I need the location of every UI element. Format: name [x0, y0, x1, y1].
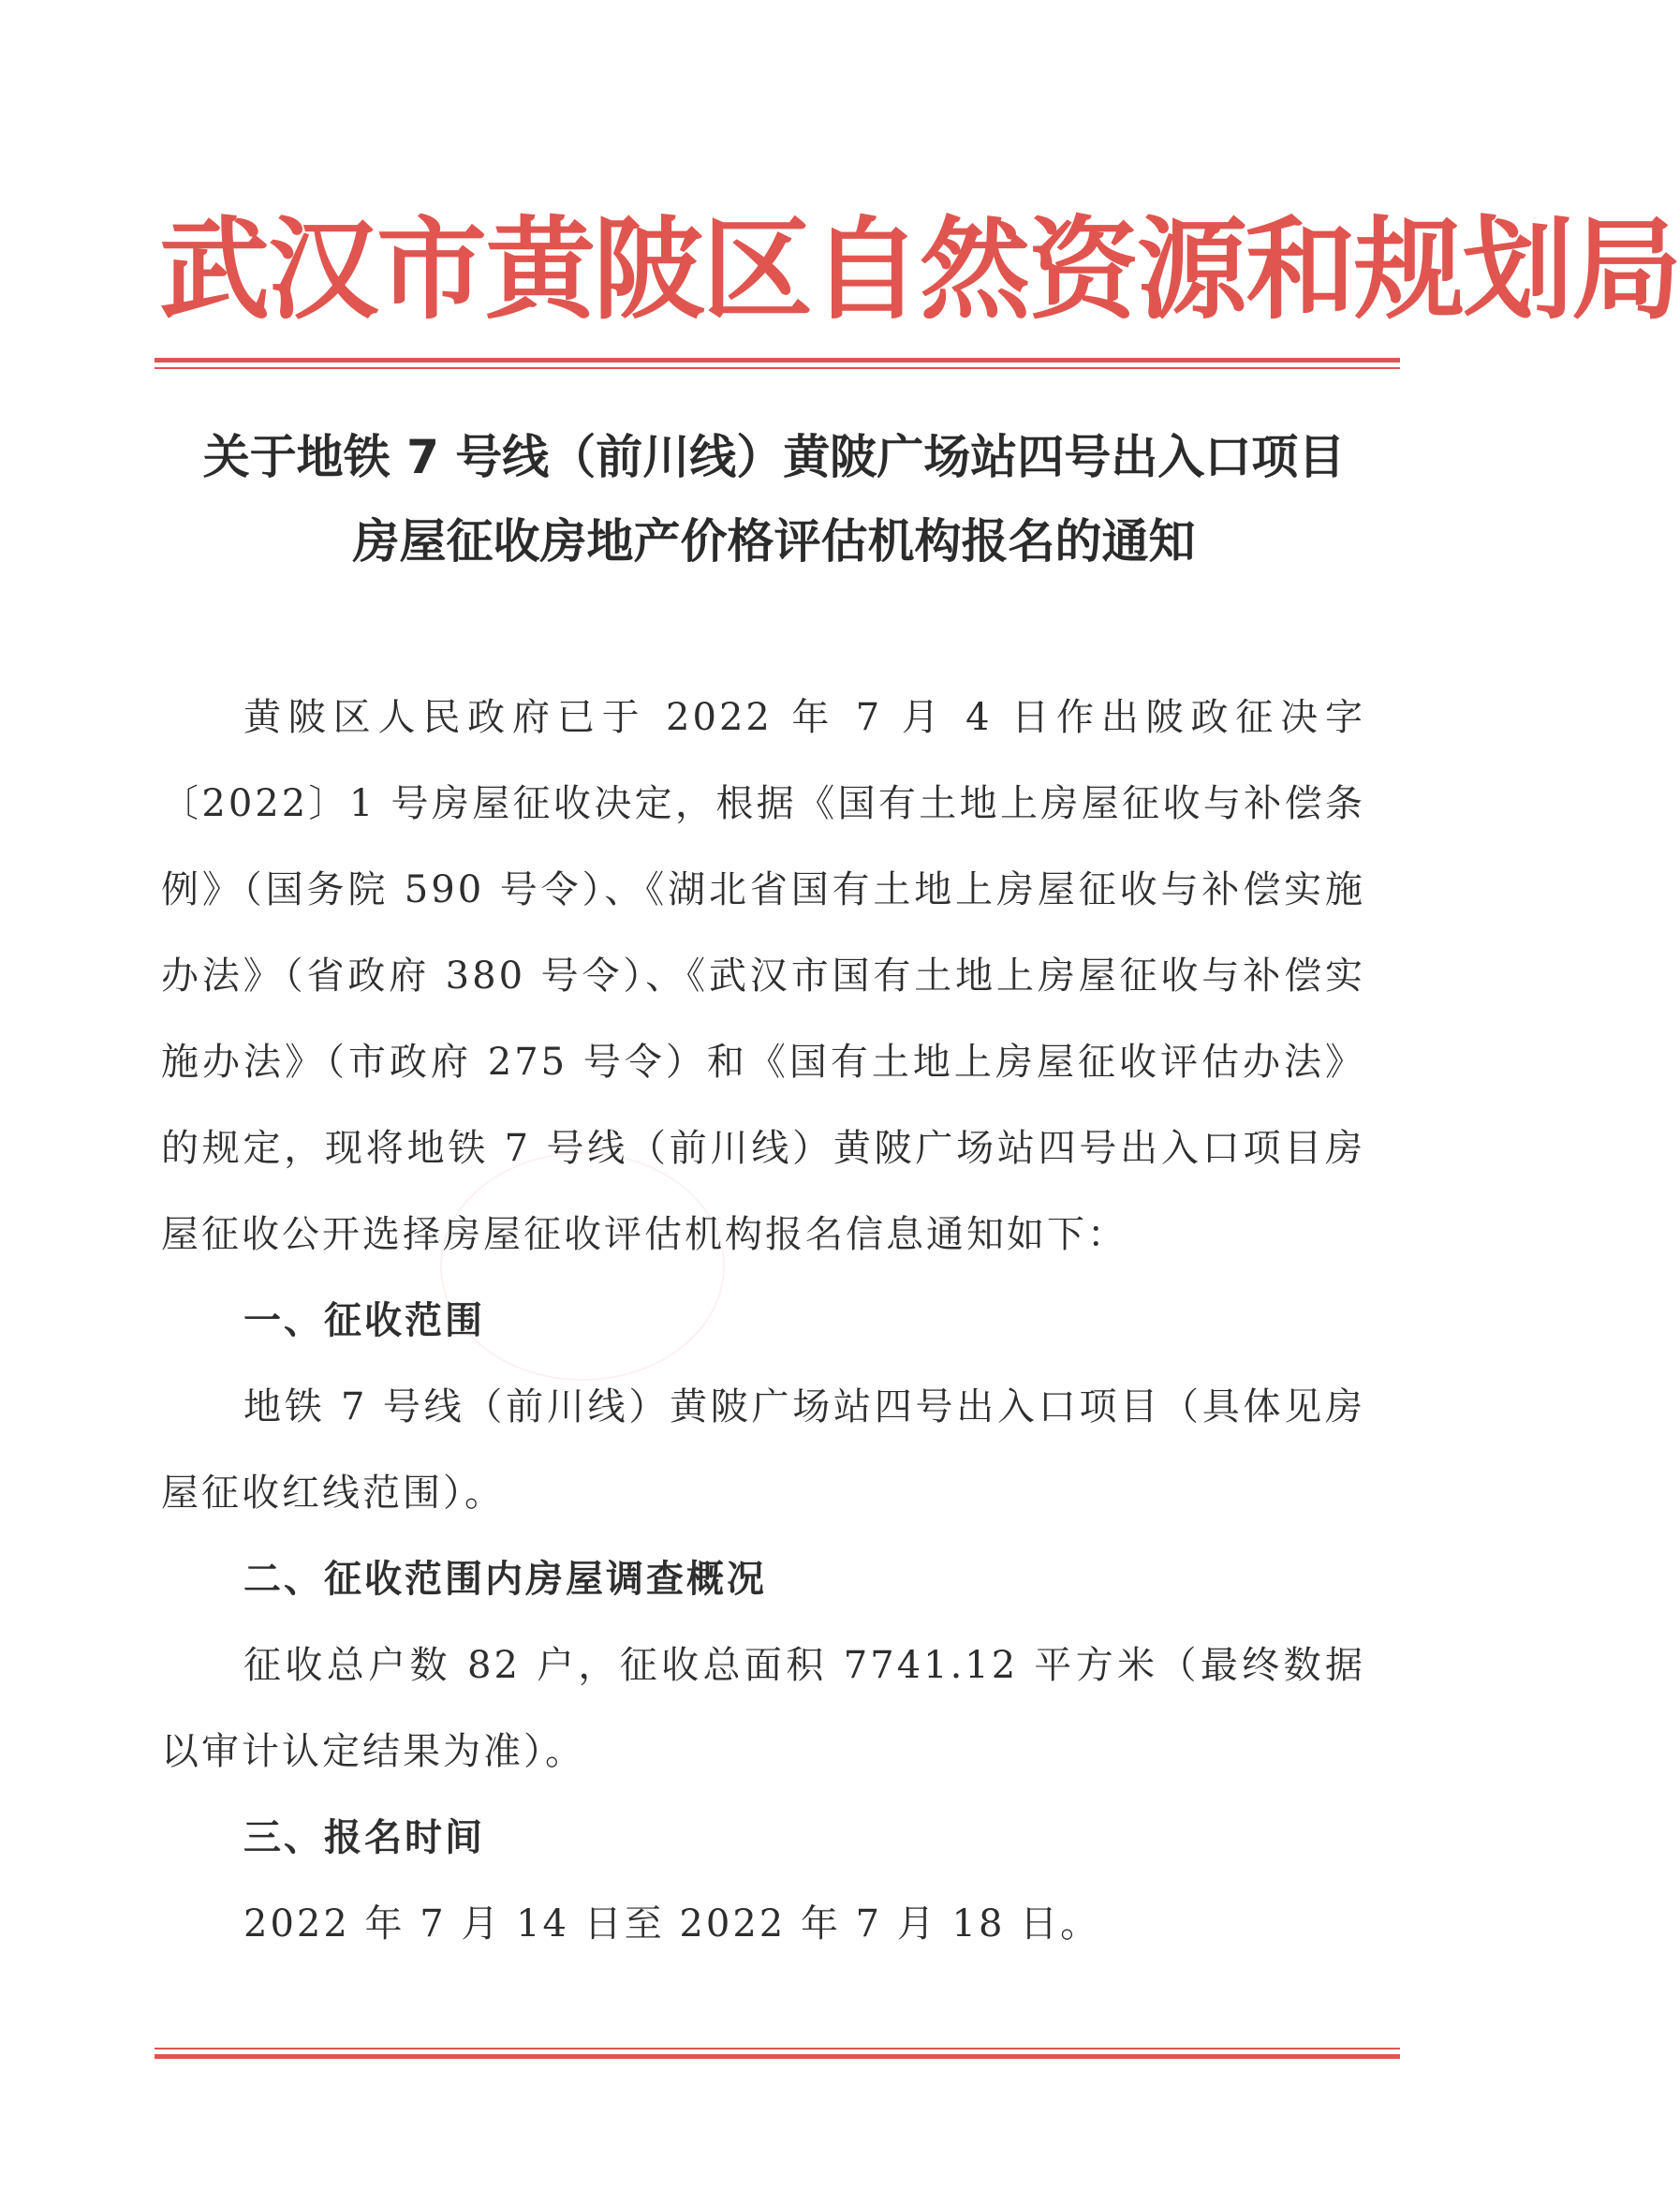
- section-content-survey: 征收总户数 82 户，征收总面积 7741.12 平方米（最终数据以审计认定结果为准）。: [161, 1644, 1365, 1773]
- document-title-line-2: 房屋征收房地产价格评估机构报名的通知: [352, 514, 1196, 569]
- section-3-content-block: [161, 1881, 1365, 1967]
- section-content-scope: 地铁 7 号线（前川线）黄陂广场站四号出入口项目（具体见房屋征收红线范围）。: [161, 1385, 1365, 1515]
- section-heading-registration-time: 三、报名时间: [243, 1816, 485, 1859]
- divider-thin-line: [155, 367, 1400, 369]
- section-2-heading-block: [161, 1536, 1365, 1622]
- intro-paragraph-block: [161, 674, 1365, 1278]
- intro-paragraph: 黄陂区人民政府已于 2022 年 7 月 4 日作出陂政征决字〔2022〕1 号房屋征收决定，根据《国有土地上房屋征收与补偿条例》（国务院 590 号令）、《湖北省国有土地上房屋征收与补偿实施办法》（省政府 380 号令）、《武汉市国有土地上房屋征收与补偿实施办法》（市政府 275 号令）和《国有土地上房屋征收评估办法》的规定，现将地铁 7 号线（前川线）黄陂广场站四号出入口项目房屋征收公开选择房屋征收评估机构报名信息通知如下：: [161, 696, 1365, 1256]
- footer-divider: [155, 2048, 1400, 2059]
- section-1-heading-block: [161, 1278, 1365, 1364]
- divider-thin-line: [155, 2048, 1400, 2049]
- agency-masthead: 武汉市黄陂区自然资源和规划局: [159, 204, 1680, 334]
- section-3-heading-block: [161, 1795, 1365, 1881]
- document-title-line-1: 关于地铁 7 号线（前川线）黄陂广场站四号出入口项目: [202, 430, 1346, 484]
- divider-thick-line: [155, 2054, 1400, 2059]
- section-1-content-block: [161, 1364, 1365, 1536]
- section-heading-survey: 二、征收范围内房屋调查概况: [243, 1558, 767, 1601]
- divider-thick-line: [155, 358, 1400, 363]
- masthead-divider: [155, 358, 1400, 369]
- section-2-content-block: [161, 1622, 1365, 1795]
- section-heading-scope: 一、征收范围: [243, 1299, 485, 1342]
- section-content-registration-time: 2022 年 7 月 14 日至 2022 年 7 月 18 日。: [243, 1902, 1101, 1946]
